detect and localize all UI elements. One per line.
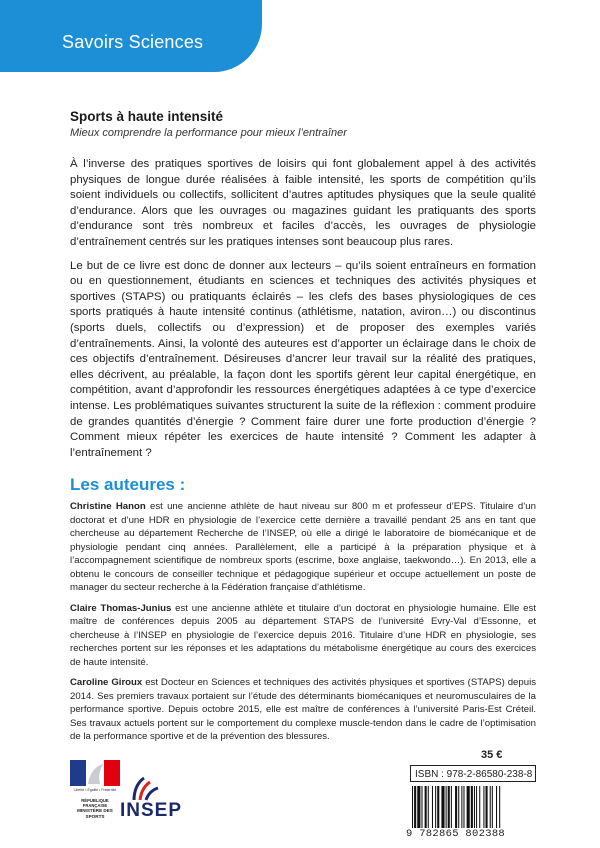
barcode-bar	[428, 786, 429, 828]
barcode-bar	[471, 786, 473, 828]
barcode-bar	[432, 786, 433, 828]
marianne-flag-icon	[70, 760, 120, 786]
barcode-bar	[476, 786, 477, 828]
barcode-bar	[435, 786, 436, 828]
series-tab	[0, 0, 262, 72]
barcode-bar	[448, 786, 450, 828]
gov-motto: Liberté • Égalité • Fraternité	[73, 788, 117, 792]
barcode-bar	[425, 786, 427, 828]
barcode-bar	[421, 786, 422, 828]
author-name: Claire Thomas-Junius	[70, 602, 172, 614]
price: 35 €	[481, 749, 503, 761]
barcode-bar	[490, 786, 491, 828]
barcode-bar	[474, 786, 475, 828]
gov-name: RÉPUBLIQUE FRANÇAISE	[81, 798, 109, 808]
series-header	[0, 0, 600, 80]
isbn: ISBN : 978-2-86580-238-8	[410, 765, 536, 782]
book-title: Sports à haute intensité	[70, 109, 224, 124]
barcode-bar	[437, 786, 439, 828]
author-bio-text: est Docteur en Sciences et techniques des activités physiques et sportives (STAPS) depuis 2014. Ses premiers travaux portaient sur l’étude des déterminants biomécaniques et neuromusculaires de la performance sportive. Depuis octobre 2015, elle est maître de conférences à l’université Paris-Est Créteil. Ses travaux actuels portent sur le comportement du complexe muscle-tendon dans le cadre de l’optimisation de la performance sportive et de la prévention des blessures.	[70, 677, 536, 743]
intro-paragraph-1: À l’inverse des pratiques sportives de loisirs qui font globalement appel à des activités physiques de longue durée réalisées à faible intensité, les sports de compétition qu’ils soient individuels ou collectifs, sollicitent d’autres aptitudes physiques que la seule qualité d’endurance. Alors que les ouvrages ou magazines guidant les pratiquants des sports d’endurance sont très nombreux et faciles d’accès, les ouvrages de physiologie d’entraînement centrés sur les pratiques intenses sont beaucoup plus rares.	[70, 158, 536, 248]
barcode-bar	[441, 786, 444, 828]
author-bio	[70, 500, 536, 595]
insep-emblem-icon	[120, 776, 202, 802]
barcode-bar	[463, 786, 464, 828]
barcode-bar	[479, 786, 480, 828]
barcode-bar	[486, 786, 488, 828]
barcode-bar	[455, 786, 457, 828]
author-name: Christine Hanon	[70, 501, 146, 513]
barcode-bar	[417, 786, 420, 828]
republique-francaise-logo	[70, 760, 120, 830]
barcode-bar	[461, 786, 462, 828]
intro-paragraph-2: Le but de ce livre est donc de donner aux lecteurs – qu’ils soient entraîneurs en formation ou en questionnement, étudiants en sciences et techniques des activités physiques et sportives (STAPS) ou pratiquants éclairés – les clefs des bases physiologiques de ces sports pratiqués à haute intensité continus (athlétisme, natation, aviron…) ou discontinus (sports duels, collectifs ou d’expression) et de proposer des exemples variés d’entraînements. Ainsi, la volonté des auteures est d’apporter un éclairage dans le choix de ces objectifs d’entraînement. Désireuses d’ancrer leur travail sur la réalité des pratiques, elles décrivent, au préalable, la façon dont les sportifs gèrent leur capital énergétique, en compétition, avant d’approfondir les ressources énergétiques adaptées à ce type d’exercice intense. Les problématiques suivantes structurent la suite de la réflexion : comment produire de grandes quantités d’énergie ? Comment faire durer une forte production d’énergie ? Comment mieux répéter les exercices de haute intensité ? Comment les adapter à l’entraînement ?	[70, 259, 536, 459]
barcode-bar	[414, 786, 416, 828]
ministry-label: MINISTÈRE DES SPORTS	[77, 808, 113, 819]
insep-logo	[120, 776, 202, 832]
barcode-bar	[483, 786, 484, 828]
barcode-bar	[492, 786, 493, 828]
barcode-bar	[499, 786, 500, 828]
author-bio-text: est une ancienne athlète de haut niveau sur 800 m et professeur d’EPS. Titulaire d’un doctorat et d’une HDR en physiologie de l’exercice cette dernière a travaillé pendant 25 ans en tant que chercheuse au département Recherche de l’INSEP, où elle a dirigé le laboratoire de biomécanique et de physiologie pendant cinq années. Parallèlement, elle a participé à la préparation physique et à l’accompagnement scientifique de nombreux sports (escrime, boxe anglaise, taekwondo…). En 2013, elle a obtenu le concours de conseiller technique et pédagogique supérieur et occupe actuellement un poste de manager du secteur recherche à la Fédération française d’athlétisme.	[70, 501, 536, 594]
author-name: Caroline Giroux	[70, 677, 143, 689]
barcode-digits: 9 782865 802388	[406, 828, 506, 840]
author-bio	[70, 602, 536, 670]
authors-heading: Les auteures :	[70, 475, 186, 495]
barcode-bar	[446, 786, 447, 828]
barcode-bar	[412, 786, 413, 828]
barcode-bar	[496, 786, 497, 828]
barcode-bar	[467, 786, 470, 828]
barcode-icon	[410, 786, 536, 828]
barcode-bar	[451, 786, 452, 828]
back-cover-text	[70, 157, 536, 751]
insep-wordmark: INSEP	[120, 800, 183, 821]
book-subtitle: Mieux comprendre la performance pour mieux l’entraîner	[70, 127, 347, 139]
barcode-bar	[458, 786, 459, 828]
series-title: Savoirs Sciences	[62, 32, 204, 52]
author-bio-text: est une ancienne athlète et titulaire d’un doctorat en physiologie humaine. Elle est maître de conférences depuis 2005 au département STAPS de l’université Evry-Val d’Essonne, et chercheuse à l’INSEP en physiologie de l’exercice depuis 2016. Titulaire d’une HDR en physiologie, ses recherches portent sur les réponses et les adaptations du métabolisme énergétique au cours des exercices de haute intensité.	[70, 602, 536, 668]
author-bio	[70, 676, 536, 744]
